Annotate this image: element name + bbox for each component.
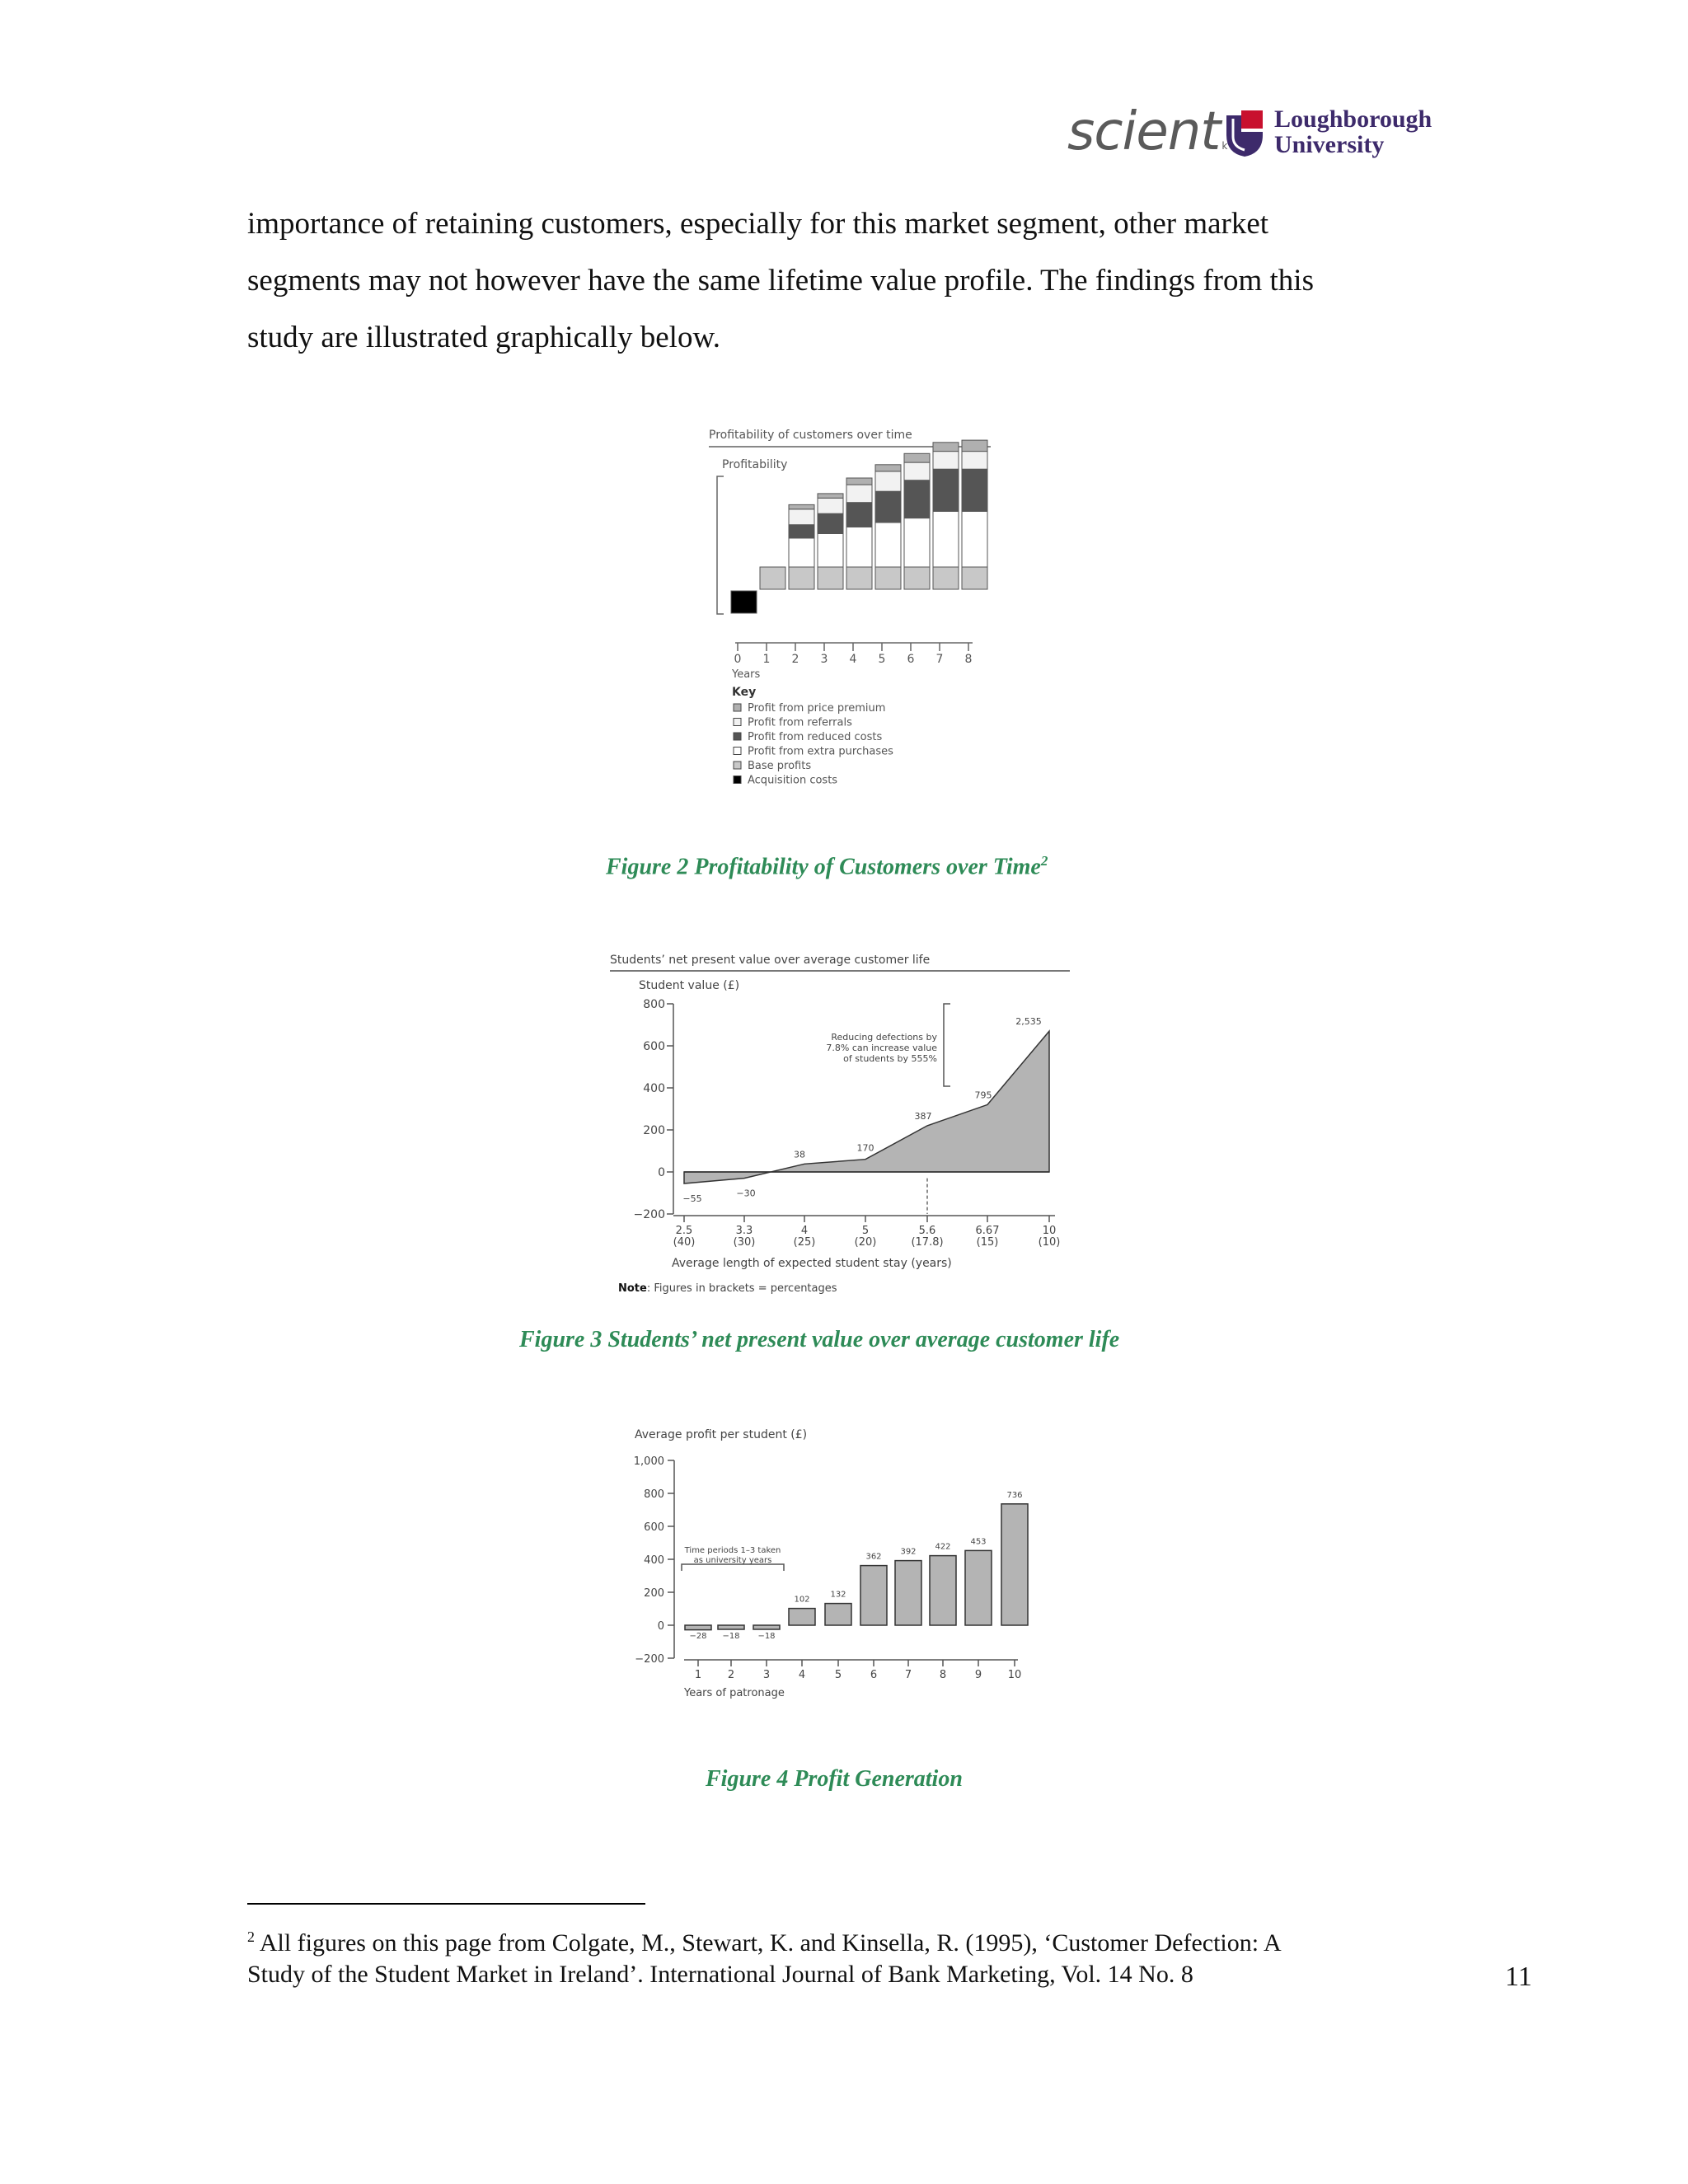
figure-student-npv-chart <box>606 948 1076 1310</box>
y-axis-label: Profitability <box>722 458 788 471</box>
legend-swatch <box>734 762 741 769</box>
bar-segment <box>818 498 843 513</box>
x-tick-label: 2 <box>727 1669 735 1681</box>
legend-swatch <box>734 748 741 755</box>
x-tick-label: 5 <box>834 1669 842 1681</box>
bar-segment <box>904 462 930 480</box>
x-tick-label: 7 <box>935 653 944 666</box>
x-tick-label: 1 <box>762 653 771 666</box>
bar-segment <box>818 567 843 589</box>
data-label: −28 <box>689 1632 707 1641</box>
bar-segment <box>846 527 872 567</box>
bar-segment <box>789 504 814 509</box>
body-line: importance of retaining customers, especially for this market segment, other market <box>247 207 1269 241</box>
x-tick-label: 3.3 <box>735 1225 753 1237</box>
annotation-bracket <box>682 1564 784 1571</box>
data-label: 422 <box>935 1542 951 1552</box>
x-tick-sublabel: (17.8) <box>911 1236 944 1249</box>
bar-segment <box>933 512 959 568</box>
x-tick-sublabel: (20) <box>854 1236 877 1249</box>
bar-segment <box>818 534 843 568</box>
scient-logo-mark: k <box>1221 140 1227 152</box>
x-tick-label: 6.67 <box>975 1225 1000 1237</box>
bar <box>930 1556 956 1625</box>
data-label: −30 <box>736 1188 756 1199</box>
figure-3-caption: Figure 3 Students’ net present value over average customer life <box>519 1327 1120 1352</box>
y-tick-label: 0 <box>658 1166 665 1179</box>
chart-title: Average profit per student (£) <box>635 1428 808 1441</box>
bar-segment <box>962 512 987 568</box>
legend-label: Acquisition costs <box>748 774 838 787</box>
bar-segment <box>875 567 901 589</box>
annotation-text: 7.8% can increase value <box>826 1043 937 1053</box>
legend-title: Key <box>732 686 757 699</box>
data-label: 38 <box>794 1149 805 1160</box>
bar <box>895 1561 921 1625</box>
bar-segment <box>904 518 930 567</box>
footnote-divider <box>247 1903 645 1905</box>
bar-segment <box>933 567 959 589</box>
bar-segment <box>933 443 959 452</box>
legend-label: Profit from reduced costs <box>748 731 883 743</box>
bar-segment <box>760 567 785 589</box>
annotation-text: as university years <box>693 1556 772 1565</box>
chart-note <box>618 1282 837 1295</box>
bar-segment <box>875 465 901 471</box>
bar-segment <box>789 567 814 589</box>
annotation-bracket <box>944 1004 950 1086</box>
x-axis-label: Average length of expected student stay (years) <box>672 1257 952 1270</box>
bar-segment <box>818 513 843 533</box>
note-text: : Figures in brackets = percentages <box>646 1282 837 1295</box>
bar-segment <box>962 567 987 589</box>
y-tick-label: 800 <box>643 998 665 1011</box>
legend-label: Base profits <box>748 760 812 772</box>
x-axis-label: Years <box>732 668 761 681</box>
x-axis-label: Years of patronage <box>684 1687 785 1699</box>
chart-title: Profitability of customers over time <box>709 429 912 442</box>
footnote-ref: 2 <box>1040 853 1048 869</box>
legend-label: Profit from referrals <box>748 716 852 729</box>
annotation-text: of students by 555% <box>843 1053 937 1064</box>
data-label: 362 <box>865 1552 882 1562</box>
body-line: study are illustrated graphically below. <box>247 321 721 354</box>
x-tick-label: 6 <box>907 653 915 666</box>
data-label: 132 <box>830 1590 846 1600</box>
y-tick-label: 200 <box>643 1124 665 1137</box>
x-tick-sublabel: (25) <box>793 1236 816 1249</box>
x-tick-label: 8 <box>939 1669 947 1681</box>
footnote-number: 2 <box>247 1929 255 1945</box>
body-paragraph <box>247 195 1451 366</box>
figure-profit-generation-chart <box>622 1422 1043 1710</box>
y-tick-label: 1,000 <box>633 1455 664 1468</box>
x-tick-label: 7 <box>904 1669 912 1681</box>
bar-segment <box>846 503 872 527</box>
bar-segment <box>933 452 959 470</box>
data-label: 795 <box>974 1090 992 1101</box>
bar-segment <box>789 509 814 525</box>
footnote-line: Study of the Student Market in Ireland’. International Journal of Bank Marketing, Vol. 14 No. 8 <box>247 1961 1193 1988</box>
bar <box>965 1550 992 1625</box>
figure-2-caption-text: Figure 2 Profitability of Customers over Time <box>606 854 1041 880</box>
legend-swatch <box>734 776 741 784</box>
bar-segment <box>875 491 901 523</box>
bar-segment <box>846 478 872 485</box>
legend-swatch <box>734 704 741 711</box>
legend-label: Profit from extra purchases <box>748 745 893 758</box>
footnote-line <box>247 1921 1451 1959</box>
bar <box>753 1625 780 1629</box>
x-tick-label: 5.6 <box>918 1225 936 1237</box>
data-label: −18 <box>722 1632 740 1641</box>
figure-2-caption <box>606 853 1048 880</box>
x-tick-sublabel: (30) <box>733 1236 756 1249</box>
annotation-text: Reducing defections by <box>831 1032 937 1043</box>
bar <box>718 1625 744 1629</box>
x-tick-label: 3 <box>762 1669 771 1681</box>
bar-segment <box>789 525 814 538</box>
x-tick-label: 8 <box>964 653 973 666</box>
bar-segment <box>875 523 901 567</box>
data-label: 736 <box>1006 1490 1023 1500</box>
y-tick-label: 600 <box>644 1521 664 1534</box>
data-label: 387 <box>914 1110 932 1122</box>
footnote-text: All figures on this page from Colgate, M., Stewart, K. and Kinsella, R. (1995), ‘Customer Defection: A <box>255 1929 1282 1957</box>
bar-segment <box>731 591 757 613</box>
bar-segment <box>904 480 930 518</box>
x-tick-label: 5 <box>878 653 886 666</box>
annotation-text: Time periods 1–3 taken <box>684 1546 781 1555</box>
x-tick-sublabel: (10) <box>1038 1236 1061 1249</box>
bar-segment <box>875 471 901 491</box>
figure-4-caption: Figure 4 Profit Generation <box>706 1766 963 1792</box>
y-tick-label: 200 <box>644 1587 664 1600</box>
x-tick-label: 10 <box>1007 1669 1022 1681</box>
x-tick-label: 3 <box>820 653 828 666</box>
x-tick-label: 4 <box>849 653 857 666</box>
data-label: 102 <box>794 1595 810 1605</box>
bar <box>860 1566 887 1625</box>
y-axis-bracket <box>717 476 724 614</box>
loughborough-shield-icon <box>1223 107 1266 158</box>
data-label: 2,535 <box>1015 1016 1042 1028</box>
x-tick-label: 2.5 <box>675 1225 693 1237</box>
bar <box>825 1604 851 1625</box>
chart-title: Students’ net present value over average customer life <box>610 954 931 967</box>
data-label: −18 <box>757 1632 776 1641</box>
y-tick-label: 600 <box>643 1040 665 1053</box>
footnote <box>247 1921 1451 1990</box>
legend-label: Profit from price premium <box>748 702 886 715</box>
bar-segment <box>962 469 987 511</box>
legend-swatch <box>734 719 741 726</box>
bar <box>685 1625 711 1630</box>
bar-segment <box>818 494 843 498</box>
x-tick-label: 4 <box>800 1225 809 1237</box>
y-tick-label: 800 <box>644 1488 664 1501</box>
figure-profitability-chart <box>701 420 1006 795</box>
data-label: 170 <box>856 1142 874 1154</box>
x-tick-label: 9 <box>974 1669 982 1681</box>
y-tick-label: 400 <box>644 1554 664 1567</box>
scient-logo <box>1067 101 1227 162</box>
y-tick-label: −200 <box>635 1653 664 1666</box>
university-name-line1: Loughborough <box>1274 105 1432 133</box>
y-tick-label: −200 <box>633 1208 665 1221</box>
bar <box>1001 1504 1028 1625</box>
x-tick-sublabel: (15) <box>976 1236 999 1249</box>
note-label: Note <box>618 1282 647 1295</box>
x-tick-label: 1 <box>694 1669 702 1681</box>
bar-segment <box>904 453 930 462</box>
body-line: segments may not however have the same lifetime value profile. The findings from this <box>247 264 1314 298</box>
y-tick-label: 400 <box>643 1082 665 1095</box>
data-label: 392 <box>900 1547 917 1557</box>
y-tick-label: 0 <box>657 1620 664 1633</box>
legend-swatch <box>734 733 741 740</box>
page-number: 11 <box>1505 1961 1532 1992</box>
data-label: −55 <box>682 1193 702 1205</box>
bar-segment <box>846 567 872 589</box>
x-tick-label: 6 <box>870 1669 878 1681</box>
bar-segment <box>962 452 987 470</box>
data-label: 453 <box>970 1537 987 1547</box>
bar-segment <box>904 567 930 589</box>
bar-segment <box>846 485 872 503</box>
university-name-line2: University <box>1274 131 1385 158</box>
bar-segment <box>962 440 987 452</box>
x-tick-label: 10 <box>1042 1225 1057 1237</box>
x-tick-label: 0 <box>734 653 742 666</box>
x-tick-label: 2 <box>791 653 799 666</box>
scient-logo-text: scient <box>1067 101 1221 162</box>
y-axis-label: Student value (£) <box>639 979 740 992</box>
x-tick-label: 4 <box>798 1669 806 1681</box>
x-tick-label: 5 <box>861 1225 870 1237</box>
university-name <box>1274 106 1432 157</box>
x-tick-sublabel: (40) <box>673 1236 696 1249</box>
bar-segment <box>933 469 959 511</box>
bar <box>789 1609 815 1625</box>
bar-segment <box>789 538 814 567</box>
